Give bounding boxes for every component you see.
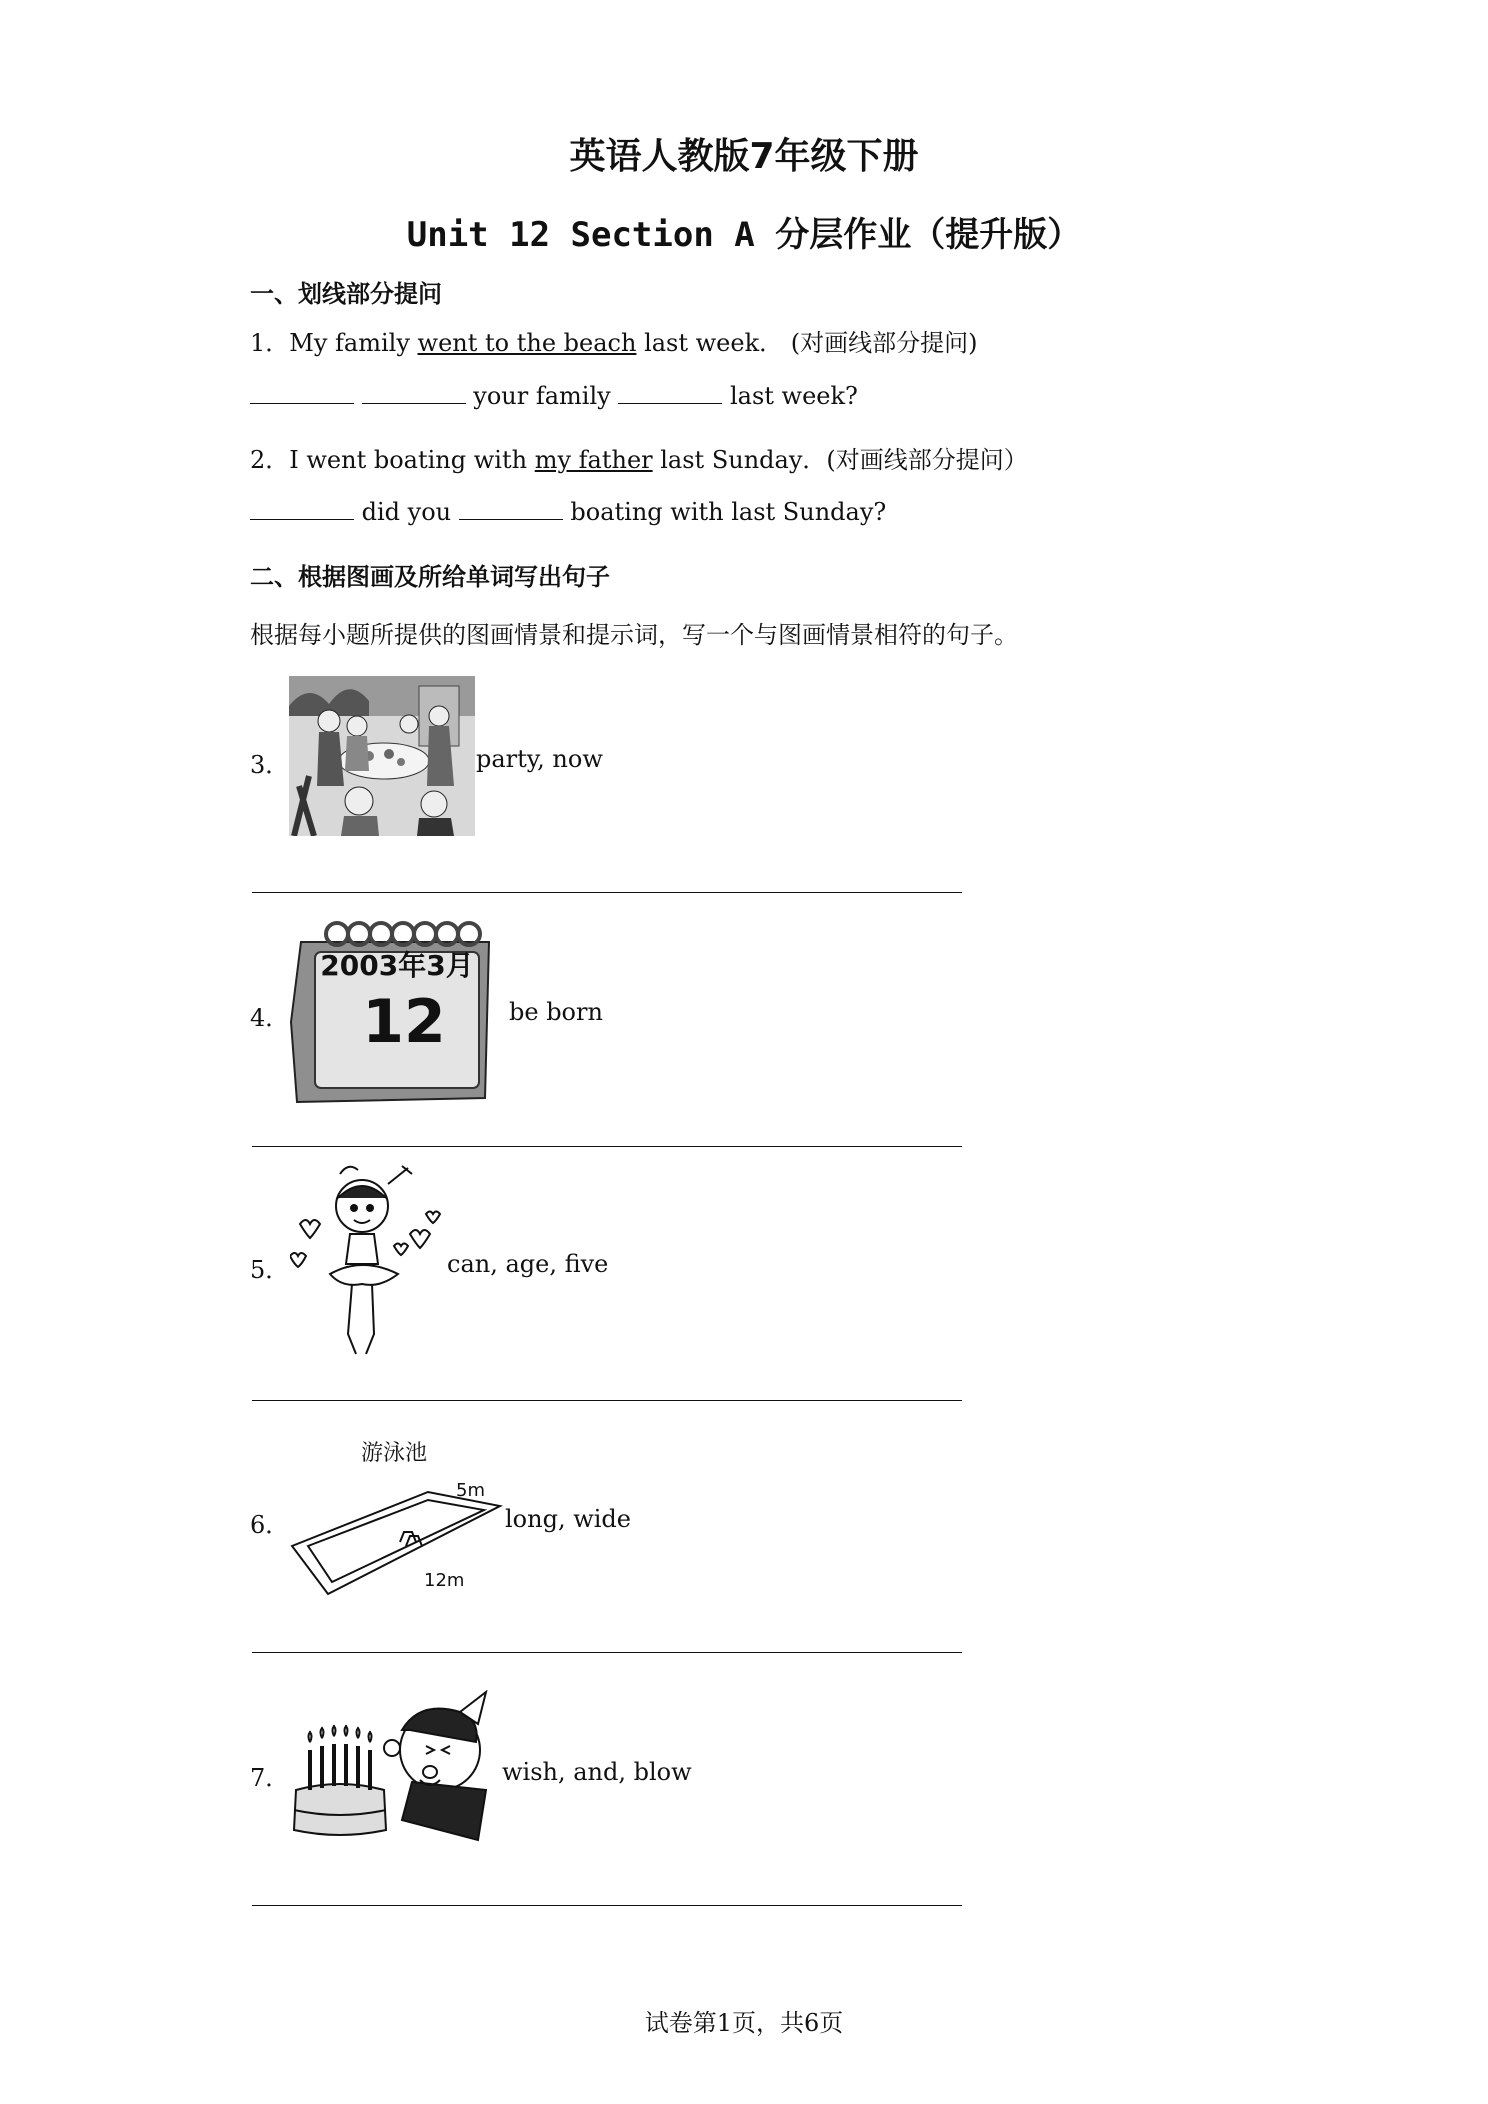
item-3-hint: party, now <box>476 745 603 773</box>
pool-label: 游泳池 <box>361 1441 428 1466</box>
a1-mid: your family <box>465 382 619 410</box>
q1-suffix: last week． (对画线部分提问) <box>636 329 978 357</box>
item-7-hint: wish, and, blow <box>502 1758 692 1786</box>
swimming-pool-picture <box>288 1476 506 1602</box>
answer-1 <box>250 382 858 410</box>
a1-end: last week? <box>722 382 858 410</box>
q2-prefix: 2．I went boating with <box>250 446 535 474</box>
answer-line[interactable] <box>252 1905 962 1906</box>
section1-heading: 一、划线部分提问 <box>250 280 442 308</box>
item-4-number: 4． <box>250 1004 290 1032</box>
answer-line[interactable] <box>252 1652 962 1653</box>
item-5-hint: can, age, five <box>447 1250 609 1278</box>
answer-blank[interactable] <box>250 499 354 520</box>
section2-heading: 二、根据图画及所给单词写出句子 <box>250 563 610 591</box>
party-picture <box>289 676 475 836</box>
page-title: 英语人教版7年级下册 <box>569 136 919 177</box>
q1-underlined: went to the beach <box>417 329 637 357</box>
q2-suffix: last Sunday．(对画线部分提问） <box>652 446 1028 474</box>
answer-blank[interactable] <box>362 383 466 404</box>
answer-blank[interactable] <box>459 499 563 520</box>
item-7-number: 7． <box>250 1764 290 1792</box>
pool-width-label: 5m <box>456 1480 485 1501</box>
answer-blank[interactable] <box>250 383 354 404</box>
calendar-year-month: 2003年3月 <box>320 949 474 982</box>
answer-line[interactable] <box>252 892 962 893</box>
question-2 <box>250 440 1028 475</box>
birthday-boy-picture <box>290 1690 512 1850</box>
answer-line[interactable] <box>252 1400 962 1401</box>
item-6-hint: long, wide <box>505 1505 631 1533</box>
ballet-dancer-picture <box>290 1164 448 1360</box>
section2-instruction: 根据每小题所提供的图画情景和提示词，写一个与图画情景相符的句子。 <box>250 621 1018 649</box>
answer-line[interactable] <box>252 1146 962 1147</box>
q2-underlined: my father <box>534 446 653 474</box>
page-footer: 试卷第1页，共6页 <box>644 2009 844 2037</box>
page-subtitle: Unit 12 Section A 分层作业（提升版） <box>406 215 1082 255</box>
a2-mid: did you <box>354 498 459 526</box>
item-5-number: 5． <box>250 1256 290 1284</box>
item-4-hint: be born <box>509 998 603 1026</box>
pool-length-label: 12m <box>424 1570 465 1591</box>
a2-end: boating with last Sunday? <box>562 498 887 526</box>
q1-prefix: 1．My family <box>250 329 418 357</box>
item-3-number: 3． <box>250 751 290 779</box>
calendar-picture <box>289 912 499 1104</box>
question-1 <box>250 323 978 358</box>
answer-2 <box>250 498 886 526</box>
item-6-number: 6． <box>250 1511 290 1539</box>
answer-blank[interactable] <box>618 383 722 404</box>
calendar-day: 12 <box>362 987 446 1057</box>
